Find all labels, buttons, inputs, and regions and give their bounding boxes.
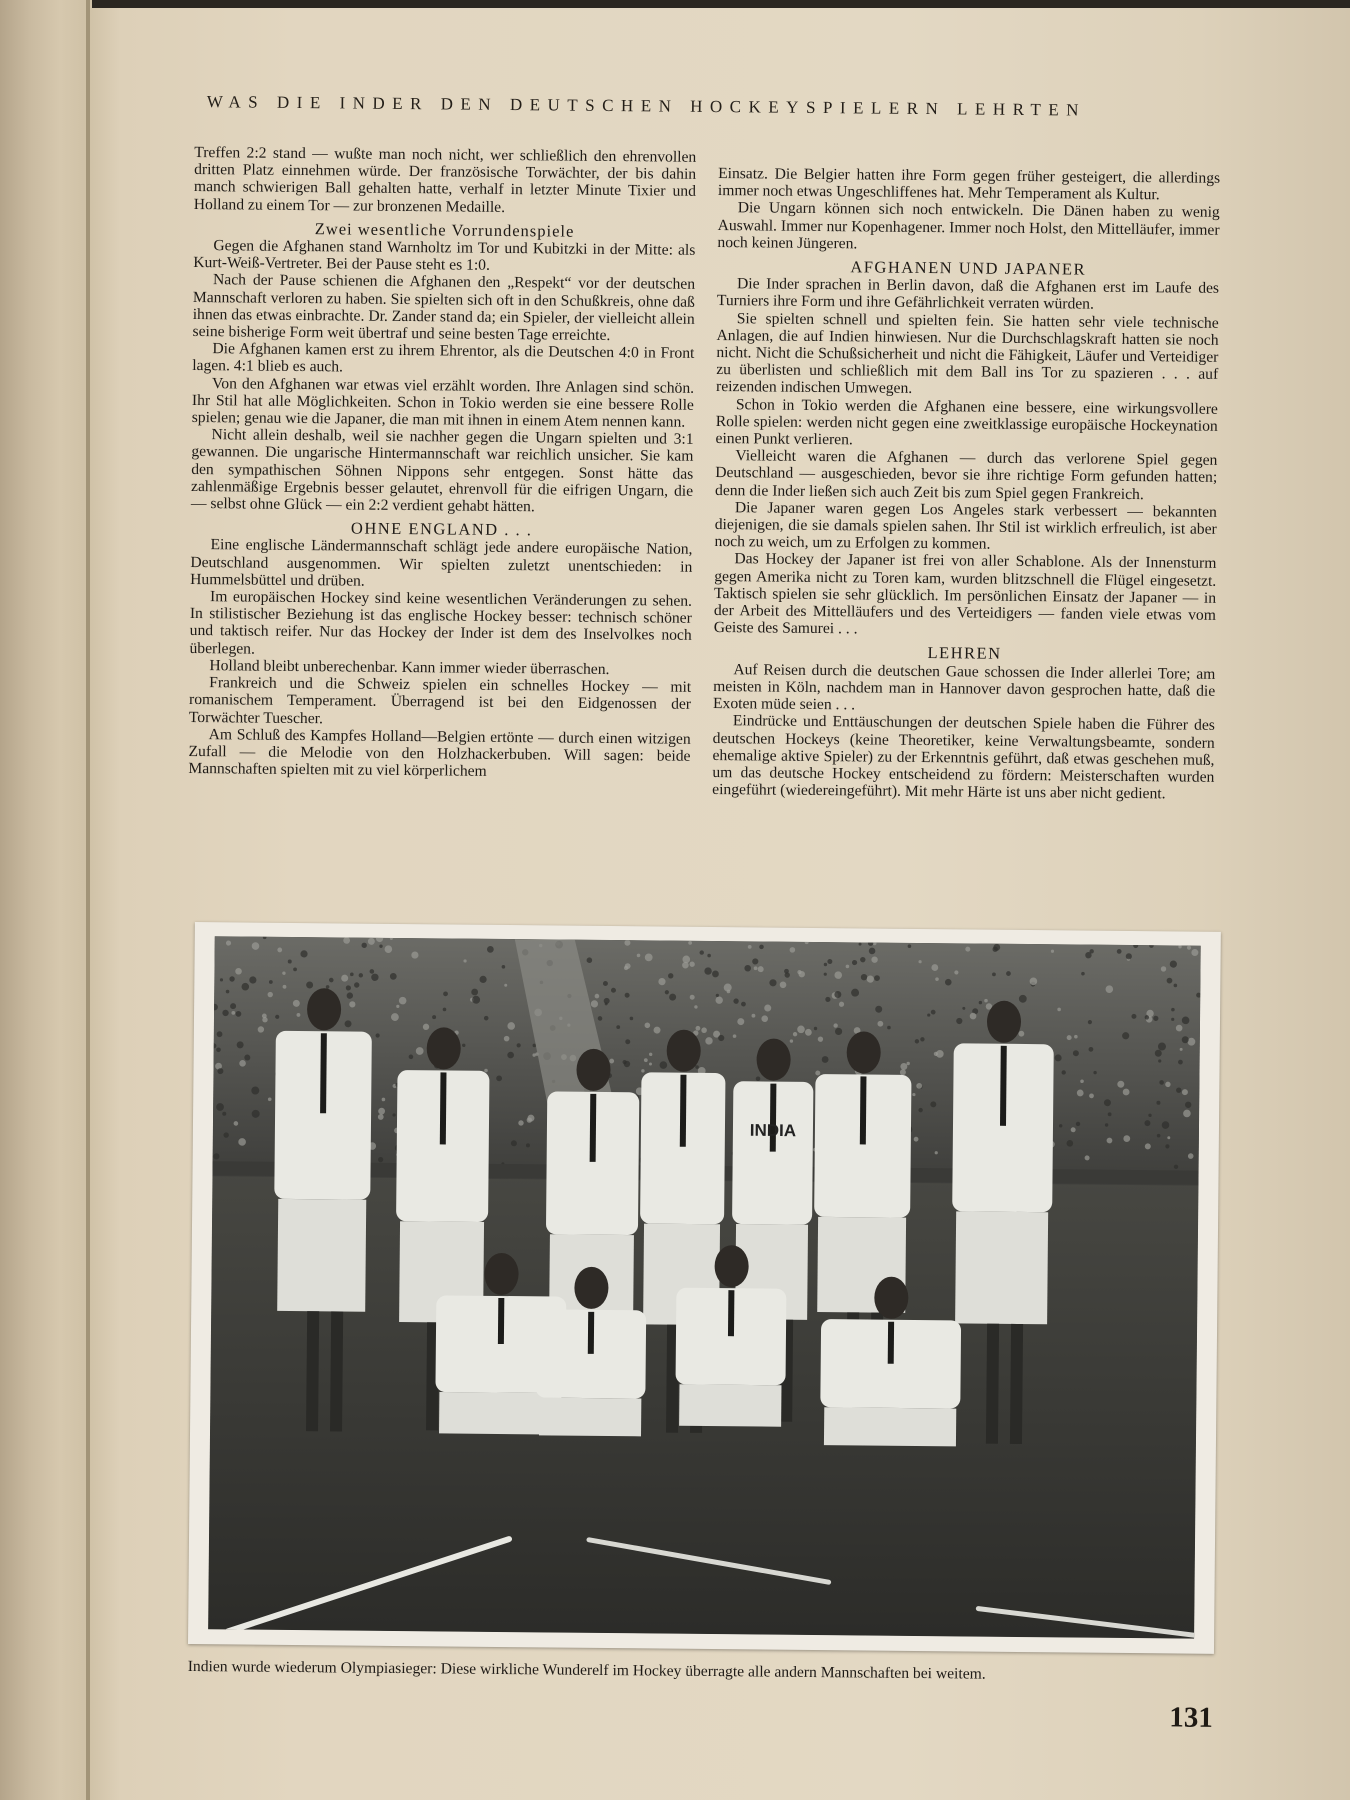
photo-caption: Indien wurde wiederum Olympiasieger: Diese wirkliche Wunderelf im Hockey überragte alle andern Mannschaften bei weitem. (187, 1658, 986, 1683)
paragraph: Frankreich und die Schweiz spielen ein schnelles Hockey — mit romanischem Temperament. Überragend ist bei den Eidgenossen der Torwächter Tuescher. (188, 674, 692, 727)
team-photo-illustration (208, 936, 1201, 1638)
section-heading: LEHREN (927, 643, 1002, 664)
paragraph: Von den Afghanen war etwas viel erzählt worden. Ihre Anlagen sind schön. Ihr Stil hat alle Möglichkeiten. Schon in Tokio werden sie eine bessere Rolle spielen; genau wie die Japaner, die man mit ihnen in einem Atem nennen kann. (191, 374, 695, 431)
paragraph: Holland bleibt unberechenbar. Kann immer wieder überraschen. (209, 657, 610, 678)
book-top-edge (92, 0, 1350, 8)
jersey-lettering: INDIA (749, 1120, 797, 1141)
paragraph: Sie spielten schnell und spielten fein. Sie hatten sehr viele technische Anlagen, die auf Indien hinwiesen. Nur die Durchschlagskraft hatten sie noch nicht. Nicht die Schußsicherheit und nicht die Fähigkeit, Läufer und Verteidiger zu überlisten und schließlich mit dem Ball ins Tor zu spazieren . . . auf reizenden indischen Umwegen. (715, 309, 1219, 398)
team-photo-frame (188, 922, 1221, 1654)
paragraph: Auf Reisen durch die deutschen Gaue schossen die Inder allerlei Tore; am meisten in Köln, nachdem man in Hannover davon gesprochen hatte, daß die Exoten müde seien . . . (712, 660, 1216, 714)
section-heading: OHNE ENGLAND . . . (350, 518, 533, 540)
page-number: 131 (1169, 1701, 1213, 1734)
section-heading: AFGHANEN UND JAPANER (850, 257, 1087, 279)
text-columns (188, 143, 1229, 803)
paragraph: Die Japaner waren gegen Los Angeles stark verbessert — bekannten diejenigen, die sie damals spielen sahen. Ihr Stil ist wirklich erfreulich, ist aber noch zu weich, um zu Erfolgen zu kommen. (714, 499, 1217, 553)
paragraph: Die Afghanen kamen erst zu ihrem Ehrentor, als die Deutschen 4:0 in Front lagen. 4:1 blieb es auch. (192, 340, 695, 376)
paragraph: Gegen die Afghanen stand Warnholtz im Tor und Kubitzki in der Mitte: als Kurt-Weiß-Vertreter. Bei der Pause steht es 1:0. (193, 237, 696, 275)
paragraph: Nicht allein deshalb, weil sie nachher gegen die Ungarn spielten und 3:1 gewannen. Die ungarische Hintermannschaft war reichlich unsicher. Sie kam den sympathischen Söhnen Nippons sehr entgegen. Sonst hätte das zahlenmäßige Ergebnis besser gelautet, ehrenvoll für die eifrigen Ungarn, die — selbst ohne Glück — ein 2:2 verdient gehabt hätten. (190, 426, 694, 516)
running-header: WAS DIE INDER DEN DEUTSCHEN HOCKEYSPIELERN LEHRTEN (206, 92, 1087, 120)
paragraph: Die Ungarn können sich noch entwickeln. Die Dänen haben zu wenig Auswahl. Immer nur Kopenhagener. Immer noch Holst, den Mittelläufer, immer noch keinen Jüngeren. (717, 199, 1220, 253)
paragraph: Das Hockey der Japaner ist frei von aller Schablone. Als der Innensturm gegen Amerika nicht zu Toren kam, wurden blitzschnell die Flügel eingesetzt. Taktisch spielen sie sehr glücklich. Im persönlichen Einsatz der Japaner — in der Arbeit des Mittelläufers und des Verteidigers — fanden viele etwas vom Geiste des Samurei . . . (713, 550, 1217, 638)
paragraph: Im europäischen Hockey sind keine wesentlichen Veränderungen zu sehen. In stilistischer Beziehung ist das englische Hockey besser: technisch schöner und taktisch reifer. Nur das Hockey der Inder ist dem des Inselvolkes noch überlegen. (189, 588, 693, 658)
paragraph: Die Inder sprachen in Berlin davon, daß die Afghanen erst im Laufe des Turniers ihre Form und ihre Gefährlichkeit verraten würden. (716, 275, 1220, 314)
team-photo (208, 936, 1201, 1638)
paragraph: Eindrücke und Enttäuschungen der deutschen Spiele haben die Führer des deutschen Hockeys (keine Theoretiker, keine Verwaltungsbeamte, sondern ehemalige aktive Spieler) zu der Erkenntnis geführt, daß etwas geschehen muß, um das deutsche Hockey entscheidend zu fördern: Meisterschaften wurden eingeführt (wiedereingeführt). Mit mehr Härte ist uns aber nicht gedient. (712, 712, 1215, 803)
section-heading: Zwei wesentliche Vorrundenspiele (314, 218, 575, 241)
paragraph: Einsatz. Die Belgier hatten ihre Form gegen früher gesteigert, die allerdings immer noch etwas Ungeschliffenes hat. Mehr Temperament als Kultur. (717, 165, 1221, 204)
paragraph: Vielleicht waren die Afghanen — durch das verlorene Spiel gegen Deutschland — ausgeschieden, bevor sie ihre richtige Form gefunden hatten; denn die Inder ließen sich auch Zeit bis zum Spiel gegen Frankreich. (715, 447, 1218, 503)
right-column (712, 165, 1220, 803)
book-spine-fold (86, 0, 90, 1800)
paragraph: Treffen 2:2 stand — wußte man noch nicht, wer schließlich den ehrenvollen dritten Platz einnehmen würde. Der französische Torwächter, der bis dahin manch schwierigen Ball gehalten hatte, verhalf in letzter Minute Tixier und Holland zu einem Tor — zur bronzenen Medaille. (193, 143, 697, 216)
paragraph: Eine englische Ländermannschaft schlägt jede andere europäische Nation, Deutschland ausgenommen. Wir spielten zuletzt unentschieden: in Hummelsbüttel und drüben. (190, 536, 693, 590)
left-column (188, 144, 696, 782)
paragraph: Schon in Tokio werden die Afghanen eine bessere, eine wirkungsvollere Rolle spielen: werden nicht gegen eine zweitklassige europäische Hockeynation einen Punkt verlieren. (715, 395, 1218, 449)
book-page (187, 80, 1230, 1734)
paragraph: Nach der Pause schienen die Afghanen den „Respekt“ vor der deutschen Mannschaft verloren zu haben. Sie spielten sich oft in den Schußkreis, ohne daß ihnen das etwas einbrachte. Dr. Zander stand da; ein Spieler, der vielleicht allein seine bisherige Form weit übertraf und seine besten Tage erreichte. (192, 271, 696, 345)
paragraph: Am Schluß des Kampfes Holland—Belgien ertönte — durch einen witzigen Zufall — die Melodie von den Holzhackerbuben. Will sagen: beide Mannschaften spielten mit zu viel körperlichem (188, 725, 691, 780)
